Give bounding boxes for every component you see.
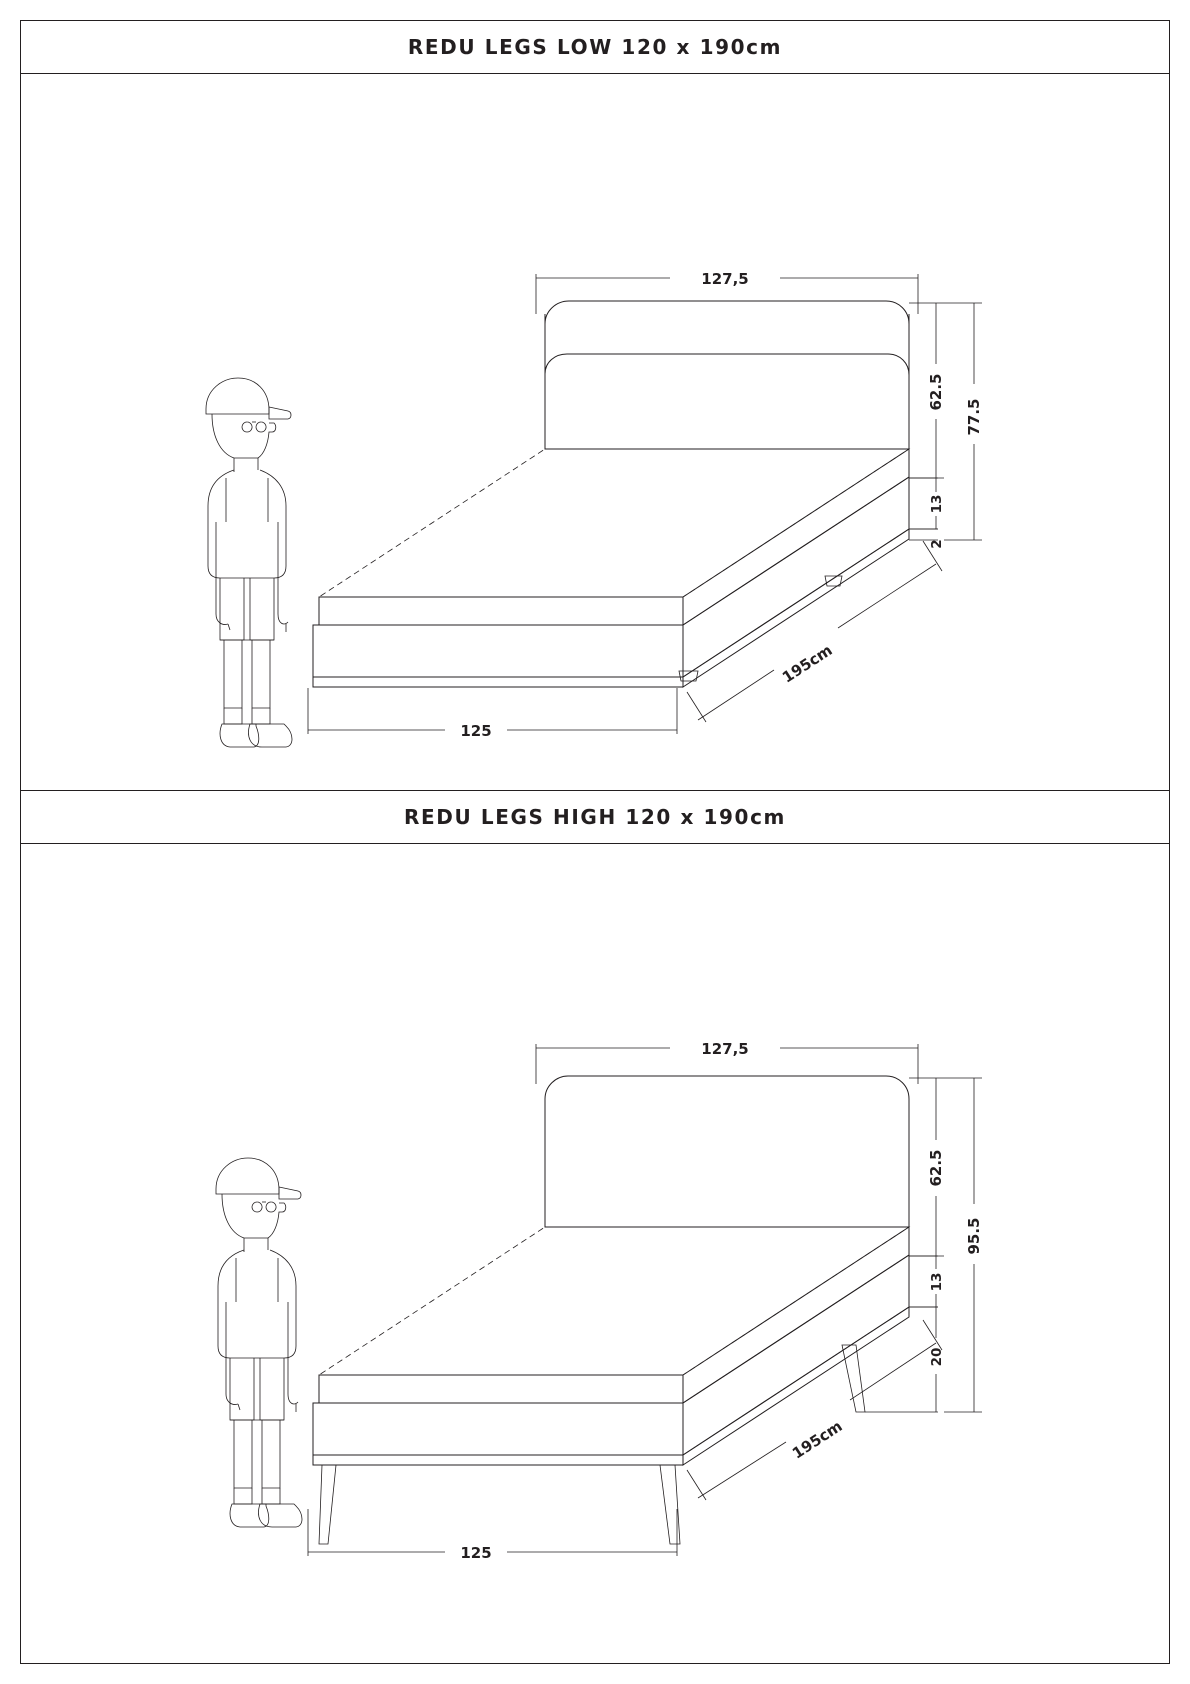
dimension-leg-height-low: [909, 529, 945, 549]
dim-depth-high: 195cm: [788, 1417, 846, 1463]
dimension-leg-height-high: [865, 1307, 945, 1412]
panel-title-bar-low: [20, 20, 1170, 74]
dim-total-height-low: 77.5: [965, 398, 983, 436]
dim-top-width-high: 127,5: [701, 1040, 749, 1058]
dim-leg-height-low: 2: [929, 539, 945, 549]
dimension-top-width-low: [536, 270, 918, 314]
dim-headboard-height-high: 62.5: [927, 1149, 945, 1187]
dimension-headboard-height-low: [909, 303, 945, 478]
dimension-frame-height-low: [909, 478, 945, 529]
dim-depth-low: 195cm: [778, 641, 836, 687]
dim-total-height-high: 95.5: [965, 1217, 983, 1255]
dim-base-width-low: 125: [460, 722, 492, 740]
dimension-base-width-high: [308, 1509, 677, 1562]
dim-base-width-high: 125: [460, 1544, 492, 1562]
page-title-low: REDU LEGS LOW 120 x 190cm: [407, 34, 783, 59]
dim-frame-height-low: 13: [929, 494, 945, 514]
page-title-high: REDU LEGS HIGH 120 x 190cm: [404, 805, 786, 829]
human-scale-figure-low: [206, 378, 292, 747]
panel-title-bar-high: [20, 790, 1170, 844]
dimension-total-height-high: [944, 1078, 983, 1412]
dimension-depth-low: [687, 541, 942, 722]
dimension-total-height-low: [944, 303, 983, 540]
dimension-top-width-high: [536, 1040, 918, 1084]
dim-leg-height-high: 20: [929, 1347, 945, 1367]
panel-redu-legs-high: [20, 790, 1170, 1664]
dim-frame-height-high: 13: [929, 1272, 945, 1292]
bed-illustration-low: [313, 301, 909, 687]
dimension-base-width-low: [308, 688, 677, 740]
dimension-frame-height-high: [909, 1256, 945, 1307]
bed-illustration-high: [313, 1076, 909, 1544]
dim-top-width-low: 127,5: [701, 270, 749, 288]
dim-headboard-height-low: 62.5: [927, 373, 945, 411]
human-scale-figure-high: [216, 1158, 302, 1527]
drawing-area-high: [20, 844, 1170, 1664]
dimension-headboard-height-high: [909, 1078, 945, 1256]
drawing-area-low: [20, 74, 1170, 790]
panel-redu-legs-low: [20, 20, 1170, 790]
